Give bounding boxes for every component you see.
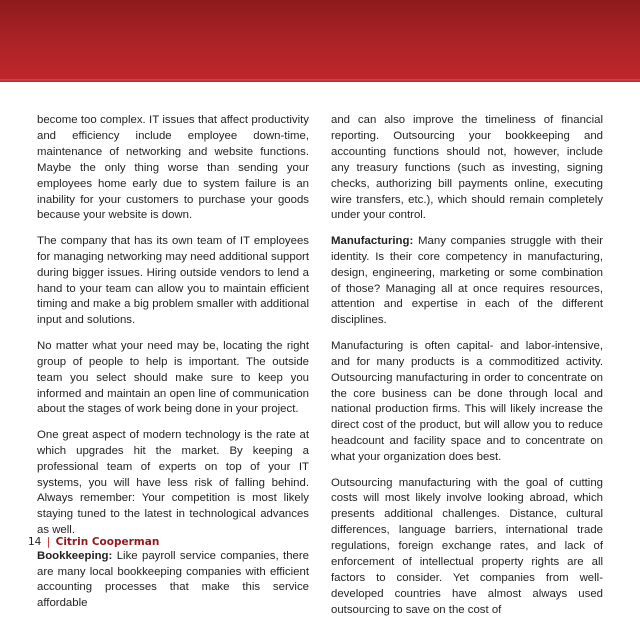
footer-brand: Citrin Cooperman [55, 536, 160, 548]
footer-separator: | [46, 536, 51, 548]
paragraph [37, 113, 309, 224]
paragraph [331, 234, 603, 329]
header-band [0, 0, 640, 82]
paragraph [37, 339, 309, 419]
paragraph-text: Many companies struggle with their identity. Is their core competency in manufacturing, design, engineering, marketing or some combination of those? Managing all at once requires resources, attention and expertise in each of the different disciplines. [331, 234, 603, 327]
manufacturing-heading: Manufacturing: [331, 234, 414, 247]
paragraph [331, 339, 603, 466]
paragraph-text: Manufacturing is often capital- and labor-intensive, and for many products is a commoditized activity. Outsourcing manufacturing in order to concentrate on the core business can be done through local and national production firms. This will likely increase the direct cost of the product, but will allow you to reduce headcount and facility space and to concentrate on what your organization does best. [331, 339, 603, 464]
paragraph-text: Outsourcing manufacturing with the goal of cutting costs will most likely involve looking abroad, which presents additional challenges. Distance, cultural differences, language barriers, international trade regulations, foreign exchange rates, and lack of enforcement of intellectual property rights are all factors to consider. Yet companies from well-developed countries have almost always used outsourcing to save on the cost of [331, 476, 603, 616]
paragraph-text: The company that has its own team of IT employees for managing networking may need additional support during bigger issues. Hiring outside vendors to lend a hand to your team can allow you to maintain efficient timing and make a big problem smaller with additional input and solutions. [37, 234, 309, 327]
page-footer [28, 536, 159, 548]
paragraph-text: and can also improve the timeliness of financial reporting. Outsourcing your bookkeeping and accounting functions should not, however, include any treasury functions (such as investing, signing checks, authorizing bill payments online, executing wire transfers, etc.), which should remain completely under your control. [331, 114, 603, 222]
paragraph-text: No matter what your need may be, locating the right group of people to help is important. The outside team you select should make sure to keep you informed and maintain an open line of communication about the stages of work being done in your project. [37, 339, 309, 416]
page-number: 14 [28, 536, 42, 548]
right-column [331, 113, 603, 628]
paragraph [37, 549, 309, 613]
paragraph [331, 113, 603, 224]
paragraph [331, 476, 603, 619]
paragraph-text: One great aspect of modern technology is the rate at which upgrades hit the market. By keeping a professional team of experts on top of your IT systems, you will have less risk of falling behind. Always remember: Your competition is most likely staying tuned to the latest in technological advances as well. [37, 428, 309, 537]
paragraph [37, 428, 309, 539]
paragraph [37, 234, 309, 329]
paragraph-text: Like payroll service companies, there are many local bookkeeping companies with efficient accounting processes that make this service affordable [37, 549, 309, 610]
paragraph-text: become too complex. IT issues that affect productivity and efficiency include employee down-time, maintenance of networking and website functions. Maybe the only thing worse than sending your employees home early due to system failure is an inability for your customers to purchase your goods because your website is down. [37, 114, 309, 222]
bookkeeping-heading: Bookkeeping: [37, 549, 113, 562]
